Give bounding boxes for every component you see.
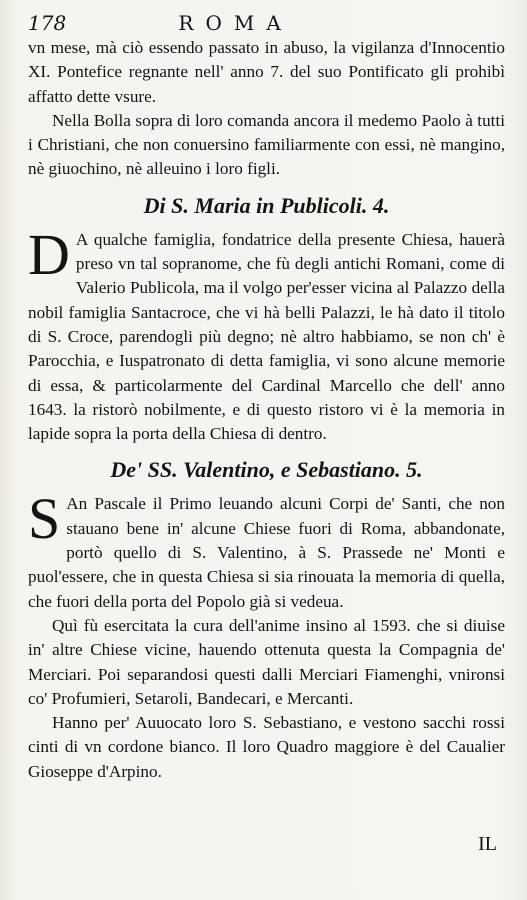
page-header [28,12,505,34]
paragraph-auuocato: Hanno per' Auuocato loro S. Sebastiano, e vestono sacchi rossi cinti di vn cordone bianco. Il loro Quadro maggiore è del Caualier Gioseppe d'Arpino. [28,713,505,781]
page-content [28,12,505,784]
section-body-valentino: An Pascale il Primo leuando alcuni Corpi de' Santi, che non stauano bene in' alcune Chiese fuori di Roma, abbandonate, portò quello di S. Valentino, à S. Prassede ne' Monti e puol'essere, che in questa Chiesa si sia rinouata la memoria di quella, che fuori della porta del Popolo già si vedeua. [28,494,505,611]
section-heading-publicoli: Di S. Maria in Publicoli. 4. [143,192,390,218]
paragraph-continuation: vn mese, mà ciò essendo passato in abuso, la vigilanza d'Innocentio XI. Pontefice regnante nell' anno 7. del suo Pontificato gli prohibì affatto dette vsure. [28,38,505,106]
section-text-valentino [28,486,505,613]
paragraph-cura: Quì fù esercitata la cura dell'anime insino al 1593. che si diuise in' altre Chiese vicine, hauendo ottenuta questa la Compagnia de' Merciari. Poi separandosi questi dalli Merciari Fiamenghi, vnironsi co' Profumieri, Setaroli, Bandecari, e Mercanti. [28,615,505,708]
dropcap-s: S [28,486,61,552]
paragraph-bolla: Nella Bolla sopra di loro comanda ancora il medemo Paolo à tutti i Christiani, che non conuersino familiarmente con essi, nè mangino, nè giuochino, nè alleuino i loro figli. [28,110,505,179]
section-text-publicoli [28,221,505,447]
page-number: 178 [28,11,67,35]
running-title: ROMA [178,11,293,35]
dropcap-d: D [28,221,70,287]
section-body-publicoli: A qualche famiglia, fondatrice della presente Chiesa, hauerà preso vn tal sopranome, che fù degli antichi Romani, come di Valerio Publicola, ma il volgo per'esser vicina al Palazzo della nobil famiglia Santacroce, che vi hà belli Palazzi, le hà dato il titolo di S. Croce, parendogli più degno; nè altro habbiamo, se non ch' è Parocchia, e Iuspatronato di detta famiglia, vi sono alcune memorie di essa, & particolarmente del Cardinal Marcello che dell' anno 1643. la ristorò nobilmente, e di questo ristoro vi è la memoria in lapide sopra la porta della Chiesa di dentro. [28,229,505,444]
section-heading-valentino: De' SS. Valentino, e Sebastiano. 5. [110,457,423,483]
catchword: IL [478,833,497,855]
